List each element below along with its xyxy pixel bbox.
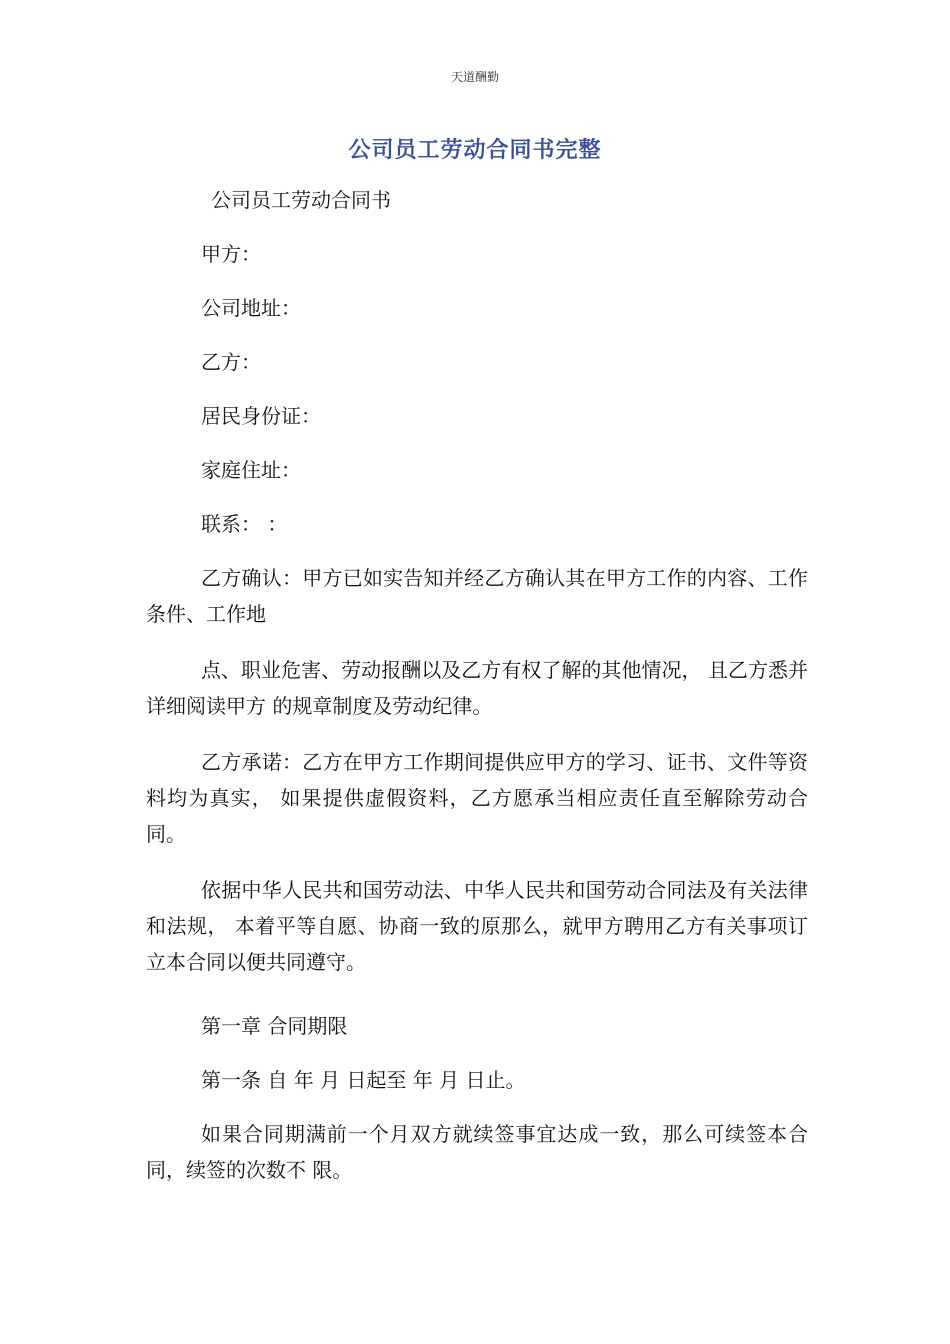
- home-address-label: 家庭住址：: [201, 458, 301, 482]
- party-b-label: 乙方：: [201, 350, 261, 374]
- page-header: 天道酬勤: [450, 70, 499, 84]
- contact-label: 联系： ：: [201, 512, 288, 536]
- company-address-label: 公司地址：: [201, 296, 301, 320]
- renewal-paragraph: 如果合同期满前一个月双方就续签事宜达成一致，那么可续签本合同，续签的次数不 限。: [146, 1122, 808, 1182]
- confirmation-paragraph: 乙方确认：甲方已如实告知并经乙方确认其在甲方工作的内容、工作条件、工作地: [146, 566, 808, 626]
- chapter-heading: 第一章 合同期限: [201, 1014, 348, 1038]
- contract-subtitle: 公司员工劳动合同书: [211, 188, 391, 212]
- party-a-label: 甲方：: [201, 242, 261, 266]
- article-one: 第一条 自 年 月 日起至 年 月 日止。: [201, 1068, 526, 1092]
- legal-basis-paragraph: 依据中华人民共和国劳动法、中华人民共和国劳动合同法及有关法律和法规， 本着平等自愿、协商一致的原那么，就甲方聘用乙方有关事项订立本合同以便共同遵守。: [146, 878, 808, 974]
- id-card-label: 居民身份证：: [201, 404, 321, 428]
- promise-paragraph: 乙方承诺：乙方在甲方工作期间提供应甲方的学习、证书、文件等资料均为真实， 如果提供虚假资料，乙方愿承当相应责任直至解除劳动合同。: [146, 750, 808, 846]
- document-title: 公司员工劳动合同书完整: [348, 138, 602, 163]
- confirmation-continued-paragraph: 点、职业危害、劳动报酬以及乙方有权了解的其他情况， 且乙方悉并详细阅读甲方 的规章制度及劳动纪律。: [146, 658, 808, 718]
